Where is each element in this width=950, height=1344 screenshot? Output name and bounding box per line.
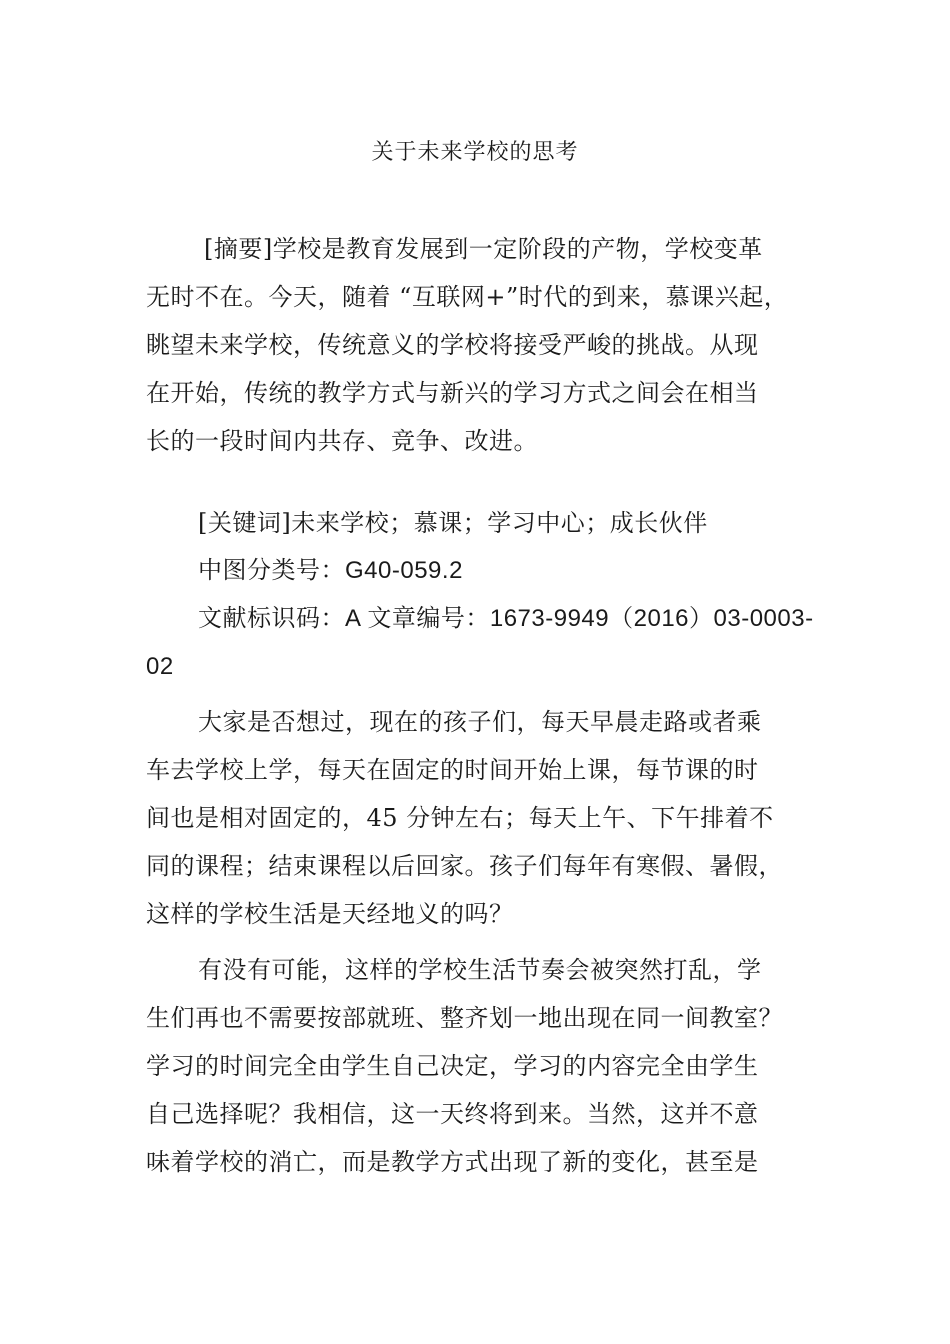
abstract-line: [摘要]学校是教育发展到一定阶段的产物，学校变革 [204,235,763,263]
paragraph-line: 味着学校的消亡，而是教学方式出现了新的变化，甚至是 [146,1148,759,1176]
paragraph-line: 有没有可能，这样的学校生活节奏会被突然打乱，学 [198,956,762,984]
document-title: 关于未来学校的思考 [371,140,579,165]
paragraph-line: 车去学校上学，每天在固定的时间开始上课，每节课的时 [146,756,759,784]
document-identifier-continued: 02 [146,653,174,680]
paragraph-line: 生们再也不需要按部就班、整齐划一地出现在同一间教室？ [146,1004,783,1032]
abstract [146,225,806,465]
paragraph-2 [146,946,806,1186]
keywords: [关键词]未来学校；慕课；学习中心；成长伙伴 [198,509,708,537]
abstract-line: 在开始，传统的教学方式与新兴的学习方式之间会在相当 [146,379,759,407]
classification-number: 中图分类号：G40-059.2 [198,557,463,584]
paragraph-line: 学习的时间完全由学生自己决定，学习的内容完全由学生 [146,1052,759,1080]
abstract-line: 无时不在。今天，随着 “互联网+”时代的到来，慕课兴起， [146,283,789,311]
document-identifier: 文献标识码：A 文章编号：1673-9949（2016）03-0003- [198,605,814,632]
paragraph-1 [146,698,806,938]
paragraph-line: 自己选择呢？我相信，这一天终将到来。当然，这并不意 [146,1100,759,1128]
article-metadata [146,499,814,691]
paragraph-line: 间也是相对固定的，45 分钟左右；每天上午、下午排着不 [146,804,774,832]
paragraph-line: 同的课程；结束课程以后回家。孩子们每年有寒假、暑假， [146,852,783,880]
paragraph-line: 大家是否想过，现在的孩子们，每天早晨走路或者乘 [198,708,762,736]
abstract-line: 眺望未来学校，传统意义的学校将接受严峻的挑战。从现 [146,331,759,359]
paragraph-line: 这样的学校生活是天经地义的吗？ [146,900,514,928]
abstract-line: 长的一段时间内共存、竞争、改进。 [146,427,538,455]
